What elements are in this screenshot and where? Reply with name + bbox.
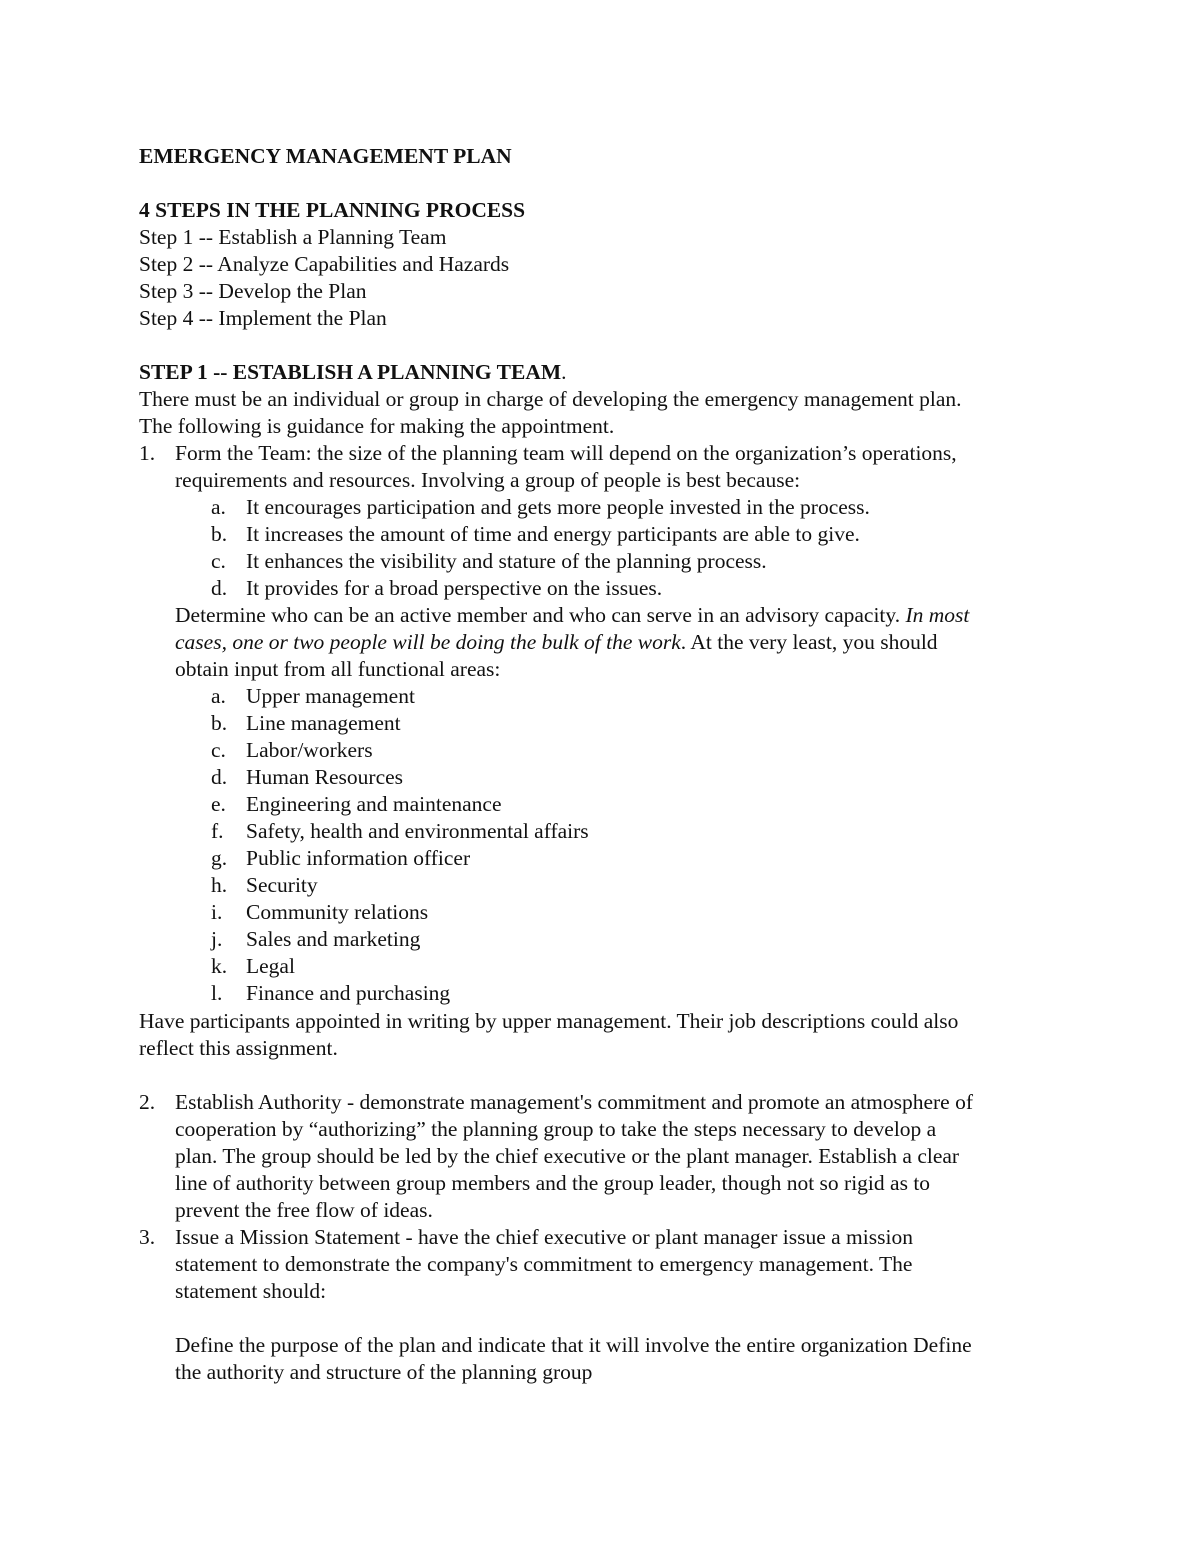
- reason-item: It enhances the visibility and stature of the planning process.: [246, 549, 767, 573]
- list-marker: h.: [211, 873, 228, 897]
- list-marker: a.: [211, 495, 226, 519]
- intro-line: There must be an individual or group in charge of developing the emergency management plan.: [139, 387, 962, 411]
- para-text: Determine who can be an active member and who can serve in an advisory capacity.: [175, 603, 906, 627]
- item3-line: statement to demonstrate the company's commitment to emergency management. The: [175, 1252, 913, 1276]
- list-marker: 2.: [139, 1090, 156, 1114]
- functional-area-item: Line management: [246, 711, 401, 735]
- step-line: Step 2 -- Analyze Capabilities and Hazards: [139, 252, 510, 276]
- determine-line-1: [175, 602, 969, 629]
- list-marker: l.: [211, 981, 223, 1005]
- para-italic: cases, one or two people will be doing the bulk of the work: [175, 630, 681, 654]
- functional-area-item: Engineering and maintenance: [246, 792, 502, 816]
- list-marker: k.: [211, 954, 228, 978]
- functional-area-item: Human Resources: [246, 765, 404, 789]
- list-marker: c.: [211, 549, 226, 573]
- step1-heading-period: .: [561, 360, 567, 384]
- functional-area-item: Finance and purchasing: [246, 981, 451, 1005]
- item1-line: Form the Team: the size of the planning team will depend on the organization’s operations,: [175, 441, 957, 465]
- step-line: Step 4 -- Implement the Plan: [139, 306, 387, 330]
- step1-heading-line: [139, 359, 567, 386]
- steps-heading: 4 STEPS IN THE PLANNING PROCESS: [139, 198, 526, 222]
- item3-line: statement should:: [175, 1279, 327, 1303]
- list-marker: e.: [211, 792, 226, 816]
- document-title: EMERGENCY MANAGEMENT PLAN: [139, 144, 512, 168]
- functional-area-item: Upper management: [246, 684, 415, 708]
- para-italic: In most: [905, 603, 970, 627]
- step-line: Step 3 -- Develop the Plan: [139, 279, 367, 303]
- step-line: Step 1 -- Establish a Planning Team: [139, 225, 447, 249]
- appoint-line: reflect this assignment.: [139, 1036, 338, 1060]
- appoint-line: Have participants appointed in writing by upper management. Their job descriptions could also: [139, 1009, 959, 1033]
- functional-area-item: Community relations: [246, 900, 429, 924]
- list-marker: c.: [211, 738, 226, 762]
- list-marker: 3.: [139, 1225, 156, 1249]
- functional-area-item: Legal: [246, 954, 295, 978]
- functional-area-item: Security: [246, 873, 318, 897]
- reason-item: It increases the amount of time and energy participants are able to give.: [246, 522, 860, 546]
- item2-line: prevent the free flow of ideas.: [175, 1198, 433, 1222]
- reason-item: It encourages participation and gets more people invested in the process.: [246, 495, 870, 519]
- list-marker: 1.: [139, 441, 156, 465]
- list-marker: b.: [211, 522, 228, 546]
- list-marker: a.: [211, 684, 226, 708]
- item2-line: plan. The group should be led by the chief executive or the plant manager. Establish a clear: [175, 1144, 960, 1168]
- list-marker: d.: [211, 576, 228, 600]
- item3-line: Issue a Mission Statement - have the chief executive or plant manager issue a mission: [175, 1225, 913, 1249]
- item1-line: requirements and resources. Involving a group of people is best because:: [175, 468, 801, 492]
- list-marker: d.: [211, 765, 228, 789]
- determine-line-3: obtain input from all functional areas:: [175, 657, 501, 681]
- list-marker: i.: [211, 900, 223, 924]
- para-text: . At the very least, you should: [680, 630, 938, 654]
- list-marker: j.: [211, 927, 223, 951]
- define-line: the authority and structure of the planning group: [175, 1360, 593, 1384]
- list-marker: f.: [211, 819, 224, 843]
- list-marker: b.: [211, 711, 228, 735]
- functional-area-item: Safety, health and environmental affairs: [246, 819, 589, 843]
- functional-area-item: Public information officer: [246, 846, 471, 870]
- step1-heading: STEP 1 -- ESTABLISH A PLANNING TEAM: [139, 360, 562, 384]
- item2-line: Establish Authority - demonstrate management's commitment and promote an atmosphere of: [175, 1090, 973, 1114]
- item2-line: line of authority between group members and the group leader, though not so rigid as to: [175, 1171, 931, 1195]
- determine-line-2: [175, 629, 938, 656]
- functional-area-item: Labor/workers: [246, 738, 373, 762]
- reason-item: It provides for a broad perspective on the issues.: [246, 576, 663, 600]
- define-line: Define the purpose of the plan and indicate that it will involve the entire organization Define: [175, 1333, 972, 1357]
- list-marker: g.: [211, 846, 228, 870]
- functional-area-item: Sales and marketing: [246, 927, 421, 951]
- intro-line: The following is guidance for making the appointment.: [139, 414, 615, 438]
- item2-line: cooperation by “authorizing” the planning group to take the steps necessary to develop a: [175, 1117, 937, 1141]
